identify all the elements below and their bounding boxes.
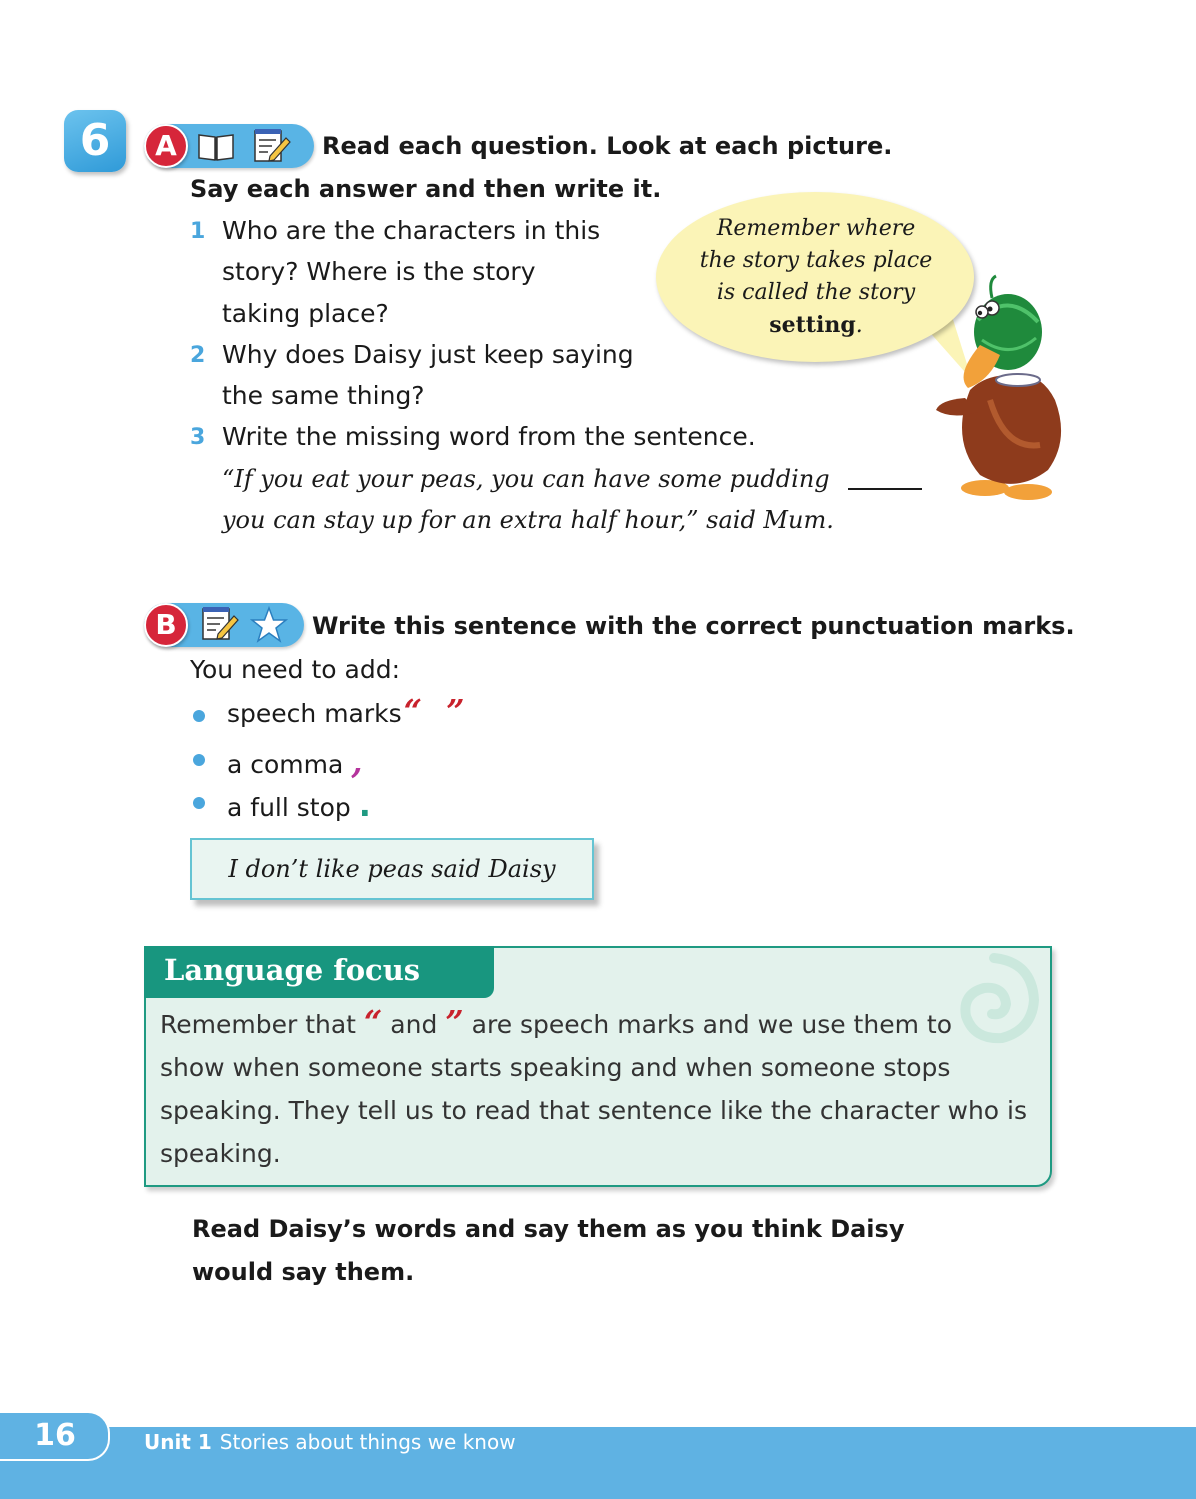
activity-number-badge: 6 (64, 110, 126, 172)
question-number: 2 (190, 343, 206, 368)
question-text: the same thing? (222, 381, 425, 410)
bullet-speech-marks (227, 692, 465, 730)
bullet-full-stop (227, 786, 371, 824)
section-b-letter: B (144, 603, 188, 647)
language-focus-title: Language focus (164, 953, 421, 987)
star-icon (250, 606, 288, 644)
section-a-letter: A (144, 124, 188, 168)
bullet-label: a comma (227, 750, 344, 779)
lf-line: show when someone starts speaking and when someone stops (160, 1053, 951, 1082)
language-focus-text (160, 1003, 1040, 1175)
question-text: Who are the characters in this (222, 216, 601, 245)
lf-and: and (390, 1010, 438, 1039)
bullet-dot (193, 754, 205, 766)
bullet-dot (193, 710, 205, 722)
comma-mark: , (351, 743, 363, 781)
section-a-instruction-line1: Read each question. Look at each picture. (322, 132, 893, 160)
question-number: 3 (190, 425, 206, 450)
sentence-text: I don’t like peas said Daisy (228, 855, 556, 883)
open-speech-mark: “ (403, 692, 423, 730)
question-number: 1 (190, 219, 206, 244)
story-sentence-line1: “If you eat your peas, you can have some pudding (222, 465, 830, 493)
bullet-label: speech marks (227, 699, 402, 728)
section-a-instruction-line2: Say each answer and then write it. (190, 175, 662, 203)
bubble-line: Remember where (716, 216, 916, 241)
close-speech-mark: ” (446, 692, 465, 730)
question-text: Write the missing word from the sentence. (222, 422, 756, 451)
closing-instruction-line1: Read Daisy’s words and say them as you think Daisy (192, 1215, 905, 1243)
bubble-line: is called the story (716, 280, 916, 305)
bubble-line: the story takes place (699, 248, 933, 273)
closing-instruction-line2: would say them. (192, 1258, 415, 1286)
notepad-pencil-icon (200, 604, 240, 642)
page-number: 16 (34, 1418, 76, 1453)
close-speech-mark: ” (445, 1003, 464, 1041)
notepad-pencil-icon (252, 126, 292, 164)
need-to-add-label: You need to add: (190, 655, 400, 684)
lf-text-after: are speech marks and we use them to (471, 1010, 952, 1039)
question-text: taking place? (222, 299, 389, 328)
duck-mascot-icon (930, 270, 1070, 505)
lf-line: speaking. (160, 1139, 281, 1168)
lf-text-before: Remember that (160, 1010, 356, 1039)
section-b-instruction: Write this sentence with the correct punctuation marks. (312, 612, 1075, 640)
bullet-comma (227, 743, 362, 781)
unit-label: Unit 1 (144, 1430, 212, 1454)
lf-line (160, 1003, 1040, 1046)
book-icon (196, 129, 236, 163)
bullet-label: a full stop (227, 793, 351, 822)
answer-blank-line[interactable] (848, 488, 922, 490)
full-stop-mark: . (358, 786, 371, 824)
question-text: story? Where is the story (222, 257, 536, 286)
lf-line: speaking. They tell us to read that sentence like the character who is (160, 1096, 1028, 1125)
bubble-end: . (855, 313, 863, 338)
story-sentence-line2: you can stay up for an extra half hour,” said Mum. (222, 506, 834, 534)
unit-title: Stories about things we know (219, 1430, 516, 1454)
bubble-keyword: setting (769, 312, 856, 338)
speech-bubble-text (676, 213, 956, 342)
open-speech-mark: “ (363, 1003, 383, 1041)
bullet-dot (193, 797, 205, 809)
bubble-line (676, 309, 956, 342)
question-text: Why does Daisy just keep saying (222, 340, 634, 369)
footer-unit (144, 1428, 516, 1456)
